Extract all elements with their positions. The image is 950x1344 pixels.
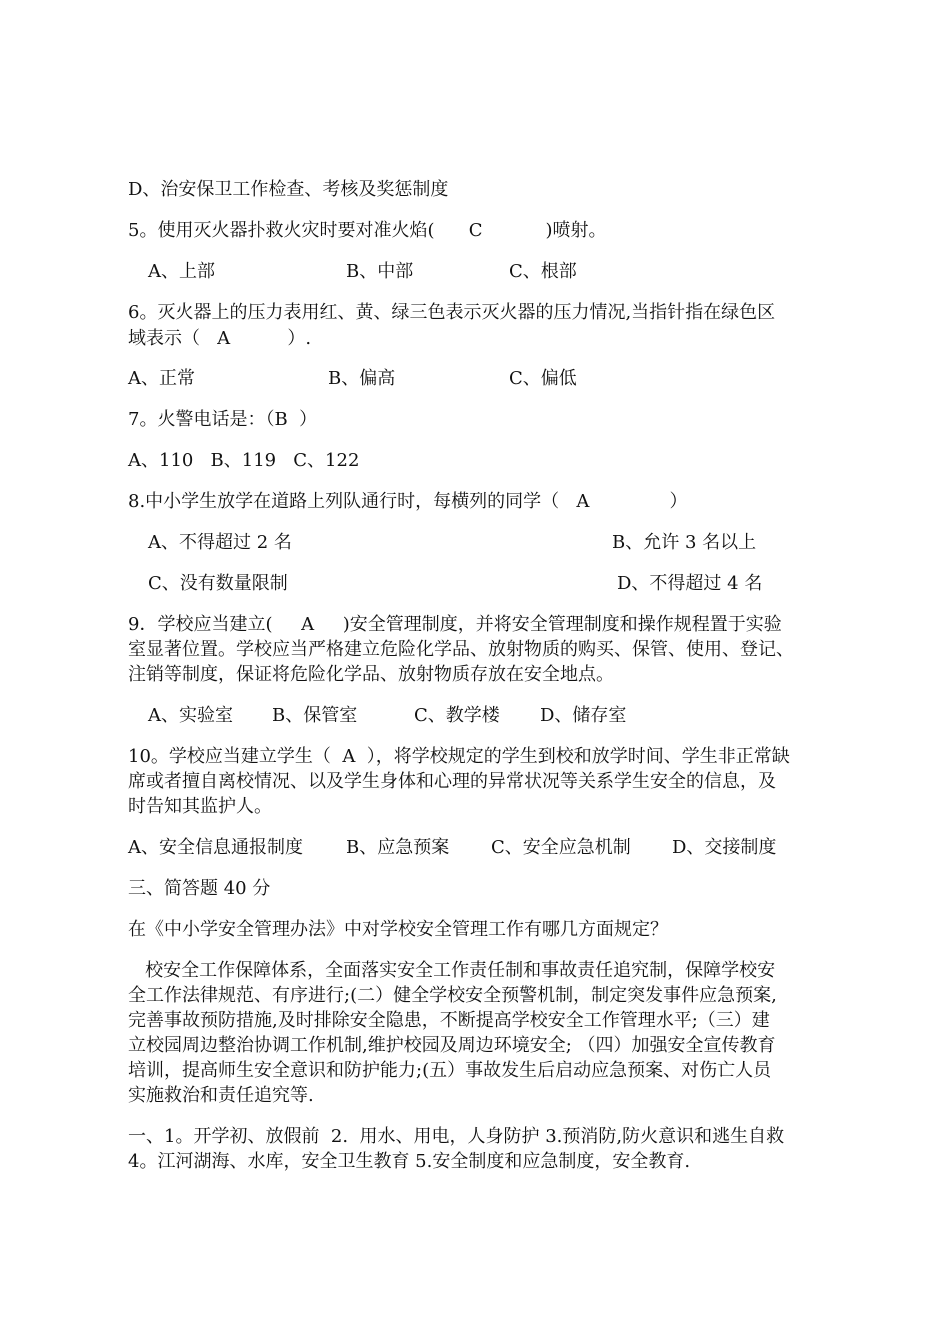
question-8: 8.中小学生放学在道路上列队通行时，每横列的同学（ A ） xyxy=(128,491,688,512)
answer-line-5: 培训，提高师生安全意识和防护能力;(五）事故发生后启动应急预案、对伤亡人员 xyxy=(128,1060,772,1081)
q6-option-c: C、偏低 xyxy=(509,368,577,389)
question-10-line-1: 10。学校应当建立学生（ A ），将学校规定的学生到校和放学时间、学生非正常缺 xyxy=(128,746,790,767)
question-10-line-3: 时告知其监护人。 xyxy=(128,796,272,817)
q10-option-d: D、交接制度 xyxy=(672,837,777,858)
q9-option-b: B、保管室 xyxy=(272,705,358,726)
q10-option-c: C、安全应急机制 xyxy=(491,837,631,858)
answer-key-line-2: 4。江河湖海、水库，安全卫生教育 5.安全制度和应急制度，安全教育. xyxy=(128,1151,691,1172)
q10-option-b: B、应急预案 xyxy=(346,837,450,858)
question-6-line-1: 6。灭火器上的压力表用红、黄、绿三色表示灭火器的压力情况,当指针指在绿色区 xyxy=(128,302,776,323)
q7-options: A、110 B、119 C、122 xyxy=(128,450,360,471)
short-answer-question: 在《中小学安全管理办法》中对学校安全管理工作有哪几方面规定？ xyxy=(128,919,668,940)
question-7: 7。火警电话是：（B ） xyxy=(128,409,318,430)
answer-line-3: 完善事故预防措施,及时排除安全隐患，不断提高学校安全工作管理水平;（三）建 xyxy=(128,1010,770,1031)
q9-option-a: A、实验室 xyxy=(148,705,233,726)
q9-option-d: D、储存室 xyxy=(540,705,627,726)
q8-option-c: C、没有数量限制 xyxy=(148,573,288,594)
answer-key-line-1: 一、1。开学初、放假前 2. 用水、用电，人身防护 3.预消防,防火意识和逃生自救 xyxy=(128,1126,785,1147)
answer-line-1: 校安全工作保障体系，全面落实安全工作责任制和事故责任追究制，保障学校安 xyxy=(128,960,776,981)
q8-option-d: D、不得超过 4 名 xyxy=(617,573,763,594)
q5-option-a: A、上部 xyxy=(148,261,215,282)
question-10-line-2: 席或者擅自离校情况、以及学生身体和心理的异常状况等关系学生安全的信息，及 xyxy=(128,771,776,792)
q8-option-b: B、允许 3 名以上 xyxy=(612,532,757,553)
question-6-line-2: 域表示（ A ）. xyxy=(128,328,312,349)
q5-option-b: B、中部 xyxy=(346,261,414,282)
question-5: 5。使用灭火器扑救火灾时要对准火焰( C )喷射。 xyxy=(128,220,607,241)
q10-option-a: A、安全信息通报制度 xyxy=(128,837,303,858)
answer-line-4: 立校园周边整治协调工作机制,维护校园及周边环境安全; （四）加强安全宣传教育 xyxy=(128,1035,776,1056)
question-9-line-2: 室显著位置。学校应当严格建立危险化学品、放射物质的购买、保管、使用、登记、 xyxy=(128,639,794,660)
q4-option-d: D、治安保卫工作检查、考核及奖惩制度 xyxy=(128,179,449,200)
q6-option-a: A、正常 xyxy=(128,368,195,389)
question-9-line-3: 注销等制度，保证将危险化学品、放射物质存放在安全地点。 xyxy=(128,664,614,685)
q9-option-c: C、教学楼 xyxy=(414,705,500,726)
answer-line-6: 实施救治和责任追究等. xyxy=(128,1085,314,1106)
q6-option-b: B、偏高 xyxy=(328,368,396,389)
answer-line-2: 全工作法律规范、有序进行;(二）健全学校安全预警机制，制定突发事件应急预案, xyxy=(128,985,777,1006)
question-9-line-1: 9．学校应当建立( A )安全管理制度，并将安全管理制度和操作规程置于实验 xyxy=(128,614,782,635)
q5-option-c: C、根部 xyxy=(509,261,577,282)
section-3-heading: 三、简答题 40 分 xyxy=(128,878,271,899)
q8-option-a: A、不得超过 2 名 xyxy=(148,532,292,553)
